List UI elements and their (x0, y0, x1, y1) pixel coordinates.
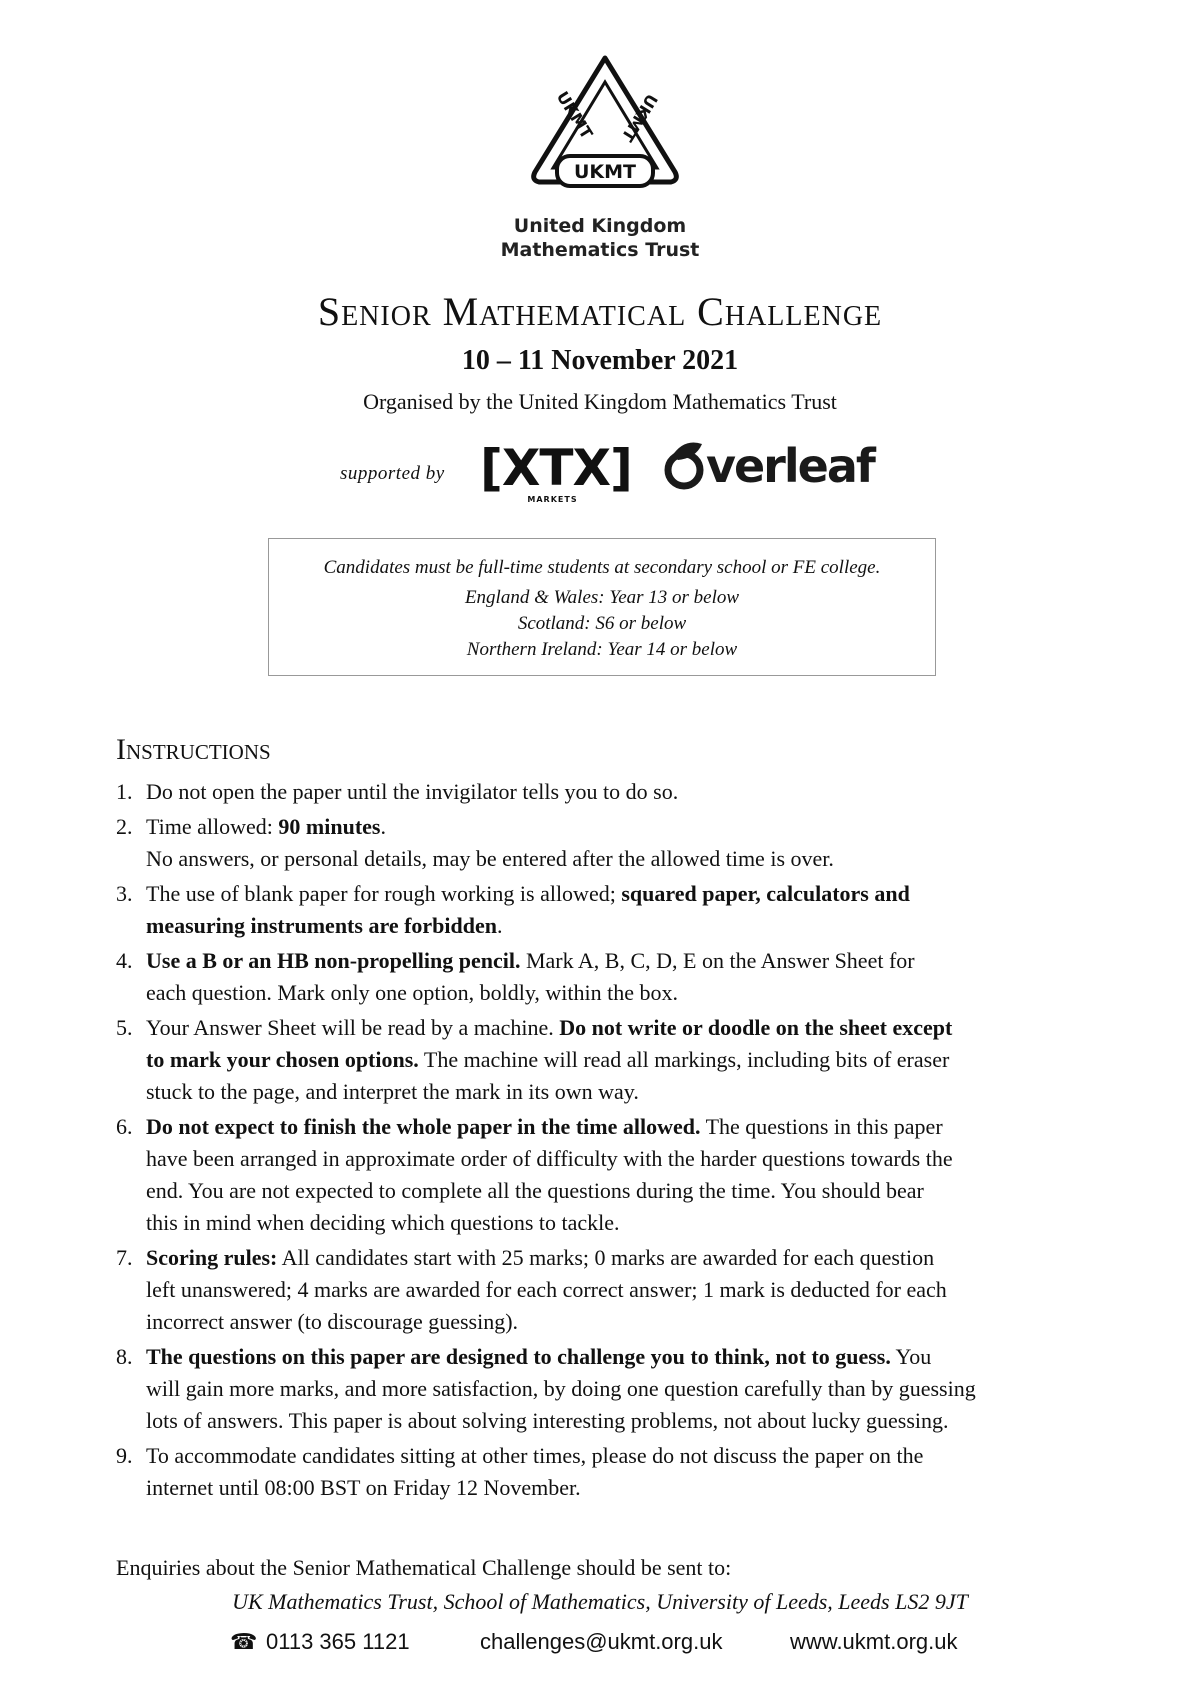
instruction-number: 9. (116, 1443, 133, 1468)
instruction-line-bold: measuring instruments are forbidden (146, 913, 497, 938)
instruction-line (146, 1143, 1094, 1175)
instruction-number: 1. (116, 779, 133, 804)
instruction-line (146, 811, 1094, 843)
challenge-date: 10 – 11 November 2021 (461, 345, 739, 376)
page-title: Senior Mathematical Challenge (317, 289, 883, 334)
instruction-line (146, 1175, 1094, 1207)
organisation-name-line1: United Kingdom (513, 215, 687, 237)
instruction-number: 5. (116, 1015, 133, 1040)
instruction-line-text: Your Answer Sheet will be read by a machine. (146, 1015, 560, 1040)
organised-by: Organised by the United Kingdom Mathematics Trust (363, 389, 837, 414)
instruction-text (146, 1440, 1094, 1504)
eligibility-line: Scotland: S6 or below (517, 613, 687, 634)
instruction-line-text: Mark A, B, C, D, E on the Answer Sheet for (520, 948, 915, 973)
instruction-line-text: Time allowed: (146, 814, 279, 839)
eligibility-line: England & Wales: Year 13 or below (464, 587, 740, 608)
instruction-line (146, 1341, 1094, 1373)
eligibility-line: Northern Ireland: Year 14 or below (466, 639, 738, 660)
logo-text-bottom: UKMT (573, 161, 637, 183)
postal-address: UK Mathematics Trust, School of Mathematics, University of Leeds, Leeds LS2 9JT (232, 1589, 968, 1614)
logo-text-left: UKMT (552, 87, 597, 143)
instruction-text (146, 1111, 1094, 1239)
instruction-line (146, 1306, 1094, 1338)
instruction-line (146, 945, 1094, 977)
enquiries-text: Enquiries about the Senior Mathematical Challenge should be sent to: (116, 1555, 732, 1580)
instruction-line-text: will gain more marks, and more satisfaction, by doing one question carefully than by guessing (146, 1376, 976, 1401)
instruction-line (146, 1242, 1094, 1274)
instruction-line-text: left unanswered; 4 marks are awarded for each correct answer; 1 mark is deducted for each (146, 1277, 947, 1302)
instruction-number: 4. (116, 948, 133, 973)
instruction-line (146, 1373, 1094, 1405)
overleaf-logo (662, 436, 874, 496)
instruction-line (146, 1111, 1094, 1143)
instruction-line-text: have been arranged in approximate order of difficulty with the harder questions towards the (146, 1146, 953, 1171)
telephone-icon: ☎ (230, 1629, 258, 1654)
instruction-line (146, 1274, 1094, 1306)
xtx-markets-logo (480, 437, 632, 509)
instruction-line (146, 977, 1094, 1009)
instruction-line (146, 910, 1094, 942)
instruction-line (146, 1207, 1094, 1239)
instruction-line-bold: Do not write or doodle on the sheet except (559, 1015, 953, 1040)
instruction-line-text: . (497, 913, 503, 938)
logo-text-right: UKMT (617, 90, 662, 145)
instruction-line-text: Do not open the paper until the invigilator tells you to do so. (146, 779, 679, 804)
instruction-line-text: stuck to the page, and interpret the mark in its own way. (146, 1079, 639, 1104)
instruction-line (146, 776, 1094, 808)
instruction-line-bold: squared paper, calculators and (621, 881, 910, 906)
instruction-number: 3. (116, 881, 133, 906)
instruction-line-bold: Scoring rules: (146, 1245, 278, 1270)
instruction-text (146, 878, 1094, 942)
eligibility-box (268, 538, 936, 676)
overleaf-leaf-icon (662, 440, 706, 490)
instruction-line (146, 843, 1094, 875)
instruction-line (146, 1405, 1094, 1437)
instruction-line-text: internet until 08:00 BST on Friday 12 November. (146, 1475, 581, 1500)
instruction-line-text: All candidates start with 25 marks; 0 marks are awarded for each question (277, 1245, 935, 1270)
instruction-line (146, 1440, 1094, 1472)
instruction-number: 2. (116, 814, 133, 839)
instruction-text (146, 1341, 1094, 1437)
instruction-line (146, 1044, 1094, 1076)
instruction-line-bold: Do not expect to finish the whole paper in the time allowed. (146, 1114, 701, 1139)
instruction-line (146, 1012, 1094, 1044)
instruction-text (146, 1242, 1094, 1338)
supported-by-label: supported by (340, 463, 445, 484)
instruction-line-bold: 90 minutes (278, 814, 381, 839)
instruction-text (146, 945, 1094, 1009)
instruction-number: 6. (116, 1114, 133, 1139)
xtx-logo-subtext: MARKETS (527, 495, 578, 504)
xtx-logo-text: [XTX] (480, 439, 632, 497)
instruction-number: 8. (116, 1344, 133, 1369)
instruction-line (146, 878, 1094, 910)
instruction-line-text: lots of answers. This paper is about solving interesting problems, not about lucky guessing. (146, 1408, 949, 1433)
eligibility-line: Candidates must be full-time students at secondary school or FE college. (323, 557, 881, 578)
instruction-line-text: To accommodate candidates sitting at other times, please do not discuss the paper on the (146, 1443, 924, 1468)
instruction-line-text: end. You are not expected to complete all the questions during the time. You should bear (146, 1178, 924, 1203)
email-link[interactable]: challenges@ukmt.org.uk (480, 1629, 723, 1654)
instruction-line-text: The machine will read all markings, including bits of eraser (418, 1047, 950, 1072)
instruction-number: 7. (116, 1245, 133, 1270)
instruction-text (146, 811, 1094, 875)
instruction-line (146, 1076, 1094, 1108)
phone-number: 0113 365 1121 (266, 1629, 410, 1654)
instruction-line-text: incorrect answer (to discourage guessing). (146, 1309, 519, 1334)
ukmt-logo (525, 52, 685, 202)
instructions-heading: Instructions (116, 733, 271, 766)
instruction-text (146, 776, 1094, 808)
instruction-line-bold: to mark your chosen options. (146, 1047, 419, 1072)
website-link[interactable]: www.ukmt.org.uk (790, 1629, 958, 1654)
instruction-line (146, 1472, 1094, 1504)
instruction-line-text: No answers, or personal details, may be entered after the allowed time is over. (146, 846, 834, 871)
instruction-line-text: You (890, 1344, 932, 1369)
instruction-text (146, 1012, 1094, 1108)
instruction-line-bold: Use a B or an HB non-propelling pencil. (146, 948, 521, 973)
organisation-name-line2: Mathematics Trust (500, 239, 700, 261)
instruction-line-bold: The questions on this paper are designed to challenge you to think, not to guess. (146, 1344, 891, 1369)
overleaf-logo-text: verleaf (706, 439, 874, 493)
instruction-line-text: this in mind when deciding which questions to tackle. (146, 1210, 620, 1235)
instruction-line-text: The questions in this paper (700, 1114, 943, 1139)
instruction-line-text: The use of blank paper for rough working is allowed; (146, 881, 622, 906)
instruction-line-text: each question. Mark only one option, boldly, within the box. (146, 980, 678, 1005)
organisation-name (400, 214, 800, 262)
instruction-line-text: . (380, 814, 386, 839)
